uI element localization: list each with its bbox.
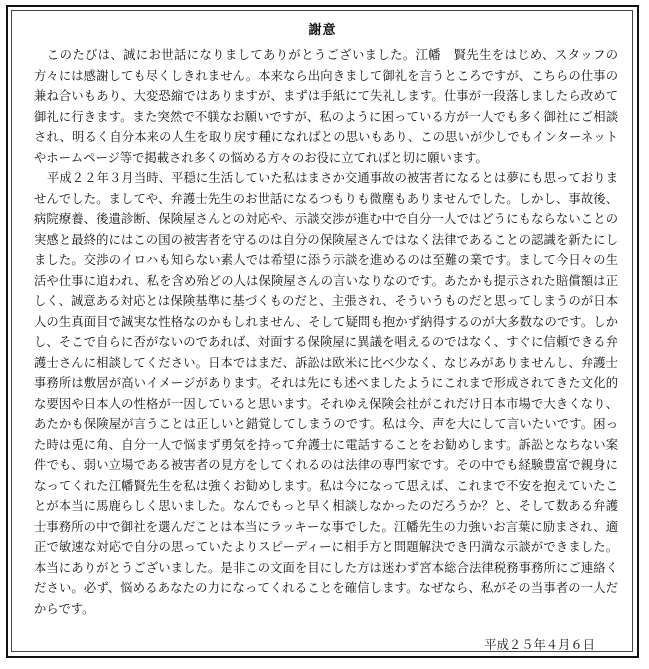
paragraph-story: 平成２２年３月当時、平穏に生活していた私はまさか交通事故の被害者になるとは夢にも思っておりませんでした。ましてや、弁護士先生のお世話になるつもりも微塵もありませんでした。しかし、事故後、病院療養、後遺診断、保険屋さんとの対応や、示談交渉が進む中で自分一人ではどうにもならないことの実感と最終的にはこの国の被害者を守るのは自分の保険屋さんではなく法律であることの認識を新たにしました。交渉のイロハも知らない素人では希望に添う示談を進めるのは至難の業です。まして今日々の生活や仕事に追われ、私を含め殆どの人は保険屋さんの言いなりなのです。あたかも提示された賠償額は正しく、誠意ある対応とは保険基準に基づくものだと、主張され、そういうものだと思ってしまうのが日本人の生真面目で誠実な性格なのかもしれません、そして疑問も抱かず納得するのが大多数なのです。しかし、そこで自らに否がないのであれば、対面する保険屋に異議を唱えるのではなく、すぐに信頼できる弁護士さんに相談してください。日本ではまだ、訴訟は欧米に比べ少なく、なじみがありませんし、弁護士事務所は敷居が高いイメージがあります。それは先にも述べましたようにこれまで形成されてきた文化的な要因や日本人の性格が一因していると思います。それゆえ保険会社がこれだけ日本市場で大きくなり、あたかも保険屋が言うことは正しいと錯覚してしまうのです。私は今、声を大にして言いたいです。困った時は兎に角、自分一人で悩まず勇気を持って弁護士に電話することをお勧めします。訴訟となちない案件でも、弱い立場である被害者の見方をしてくれるのは法律の専門家です。その中でも経験豊富で親身になってくれた江幡賢先生を私は強くお勧めします。私は今になって思えば、これまで不安を抱えていたことが本当に馬鹿らしく思いました。なんでもっと早く相談しなかったのだろうか？と、そして数ある弁護士事務所の中で御社を選んだことは本当にラッキーな事でした。江幡先生の力強いお言葉に励まされ、適正で敏速な対応で自分の思っていたよりスピーディーに相手方と問題解決でき円満な示談ができました。本当にありがとうございました。是非この文面を目にした方は迷わず宮本総合法律税務事務所にご連絡ください。必ず、悩めるあなたの力になってくれることを確信します。なぜなら、私がその当事者の一人だからです。 — [34, 171, 618, 616]
letter-frame — [6, 5, 639, 658]
paragraph-gratitude: このたびは、誠にお世話になりましてありがとうございました。江幡 賢先生をはじめ、スタッフの方々には感謝しても尽くしきれません。本来なら出向きまして御礼を言うところですが、こちらの仕事の兼ね合いもあり、大変恐縮ではありますが、まずは手紙にて失礼します。仕事が一段落しましたら改めて御礼に行きます。また突然で不躾なお願いですが、私のように困っている方が一人でも多く御社にご相談され、明るく自分本来の人生を取り戻す種になればとの思いもあり、この思いが少しでもインターネットやホームページ等で掲載され多くの悩める方々のお役に立てればと切に願います。 — [34, 48, 618, 165]
letter-body — [34, 45, 618, 619]
letter-title: 謝意 — [308, 23, 337, 38]
letter-date: 平成２５年４月６日 — [484, 638, 595, 652]
